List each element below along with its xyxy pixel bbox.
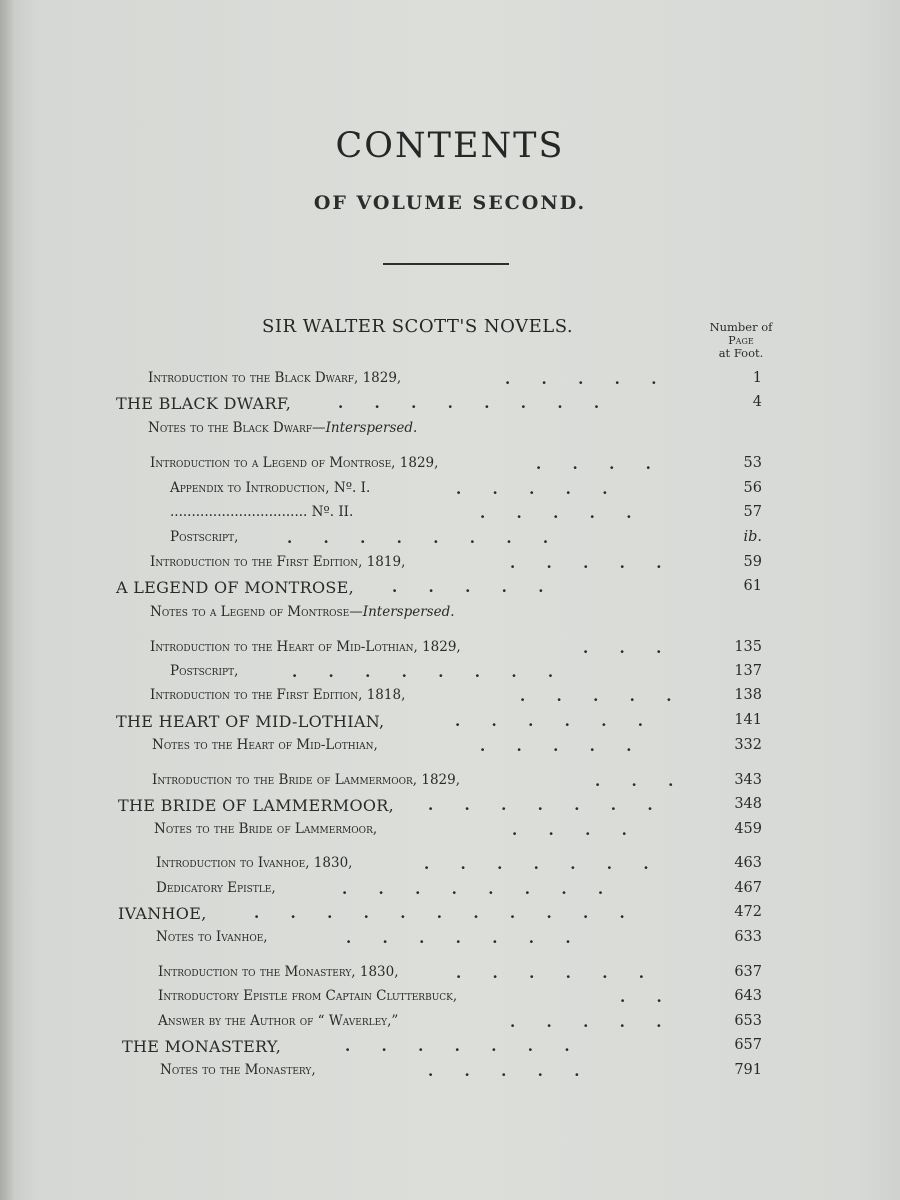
column-heading-line-2: Page — [728, 334, 754, 347]
leader-dots: . . . . . — [510, 1013, 662, 1031]
toc-entry — [0, 904, 900, 928]
leader-dots: . . . . . . . — [428, 796, 653, 814]
entry-page-number: 633 — [734, 929, 762, 945]
toc-entry — [0, 455, 900, 479]
leader-dots: . . . . . . . — [424, 855, 649, 873]
entry-page-number: 637 — [734, 964, 762, 980]
leader-dots: . . . . . — [392, 578, 544, 596]
leader-dots: . . . . . . . . — [292, 663, 554, 681]
entry-title: Notes to Ivanhoe, — [156, 929, 268, 945]
leader-dots: . . — [620, 988, 662, 1006]
entry-page-number: 138 — [734, 687, 762, 703]
section-heading: SIR WALTER SCOTT'S NOVELS. — [262, 316, 574, 337]
entry-title: Introduction to the First Edition, 1819, — [150, 554, 406, 570]
entry-page-number: 59 — [743, 554, 762, 570]
toc-entry — [0, 639, 900, 663]
toc-entry — [0, 663, 900, 687]
leader-dots: . . . . — [536, 455, 651, 473]
entry-page-number: 4 — [752, 394, 762, 410]
toc-entry — [0, 529, 900, 553]
entry-title: IVANHOE, — [118, 904, 207, 923]
entry-page-number: 57 — [743, 504, 762, 520]
entry-title: Dedicatory Epistle, — [156, 880, 276, 896]
leader-dots: . . . . . — [520, 687, 672, 705]
entry-title: Postscript, — [170, 529, 239, 545]
entry-title: Notes to the Bride of Lammermoor, — [154, 821, 378, 837]
entry-title: A LEGEND OF MONTROSE, — [116, 578, 354, 597]
toc-entry — [0, 988, 900, 1012]
leader-dots: . . . — [583, 639, 662, 657]
toc-entry — [0, 1037, 900, 1061]
toc-entry — [0, 1062, 900, 1086]
entry-page-number: 343 — [734, 772, 762, 788]
entry-page-number: 141 — [734, 712, 762, 728]
toc-entry — [0, 796, 900, 820]
leader-dots: . . . . . — [505, 370, 657, 388]
leader-dots: . . . . . . — [455, 712, 643, 730]
leader-dots: . . . . . . . . — [338, 394, 600, 412]
toc-entry — [0, 1013, 900, 1037]
toc-entry — [0, 578, 900, 602]
leader-dots: . . . . . . . — [345, 1037, 570, 1055]
entry-title: THE BLACK DWARF, — [116, 394, 292, 413]
entry-page-number: 332 — [734, 737, 762, 753]
entry-page-number: 643 — [734, 988, 762, 1004]
leader-dots: . . . . . — [510, 554, 662, 572]
entry-title: Introduction to the First Edition, 1818, — [150, 687, 406, 703]
toc-entry — [0, 929, 900, 953]
entry-title: Notes to a Legend of Montrose—Interspersed. — [150, 604, 455, 620]
entry-page-number: 137 — [734, 663, 762, 679]
entry-title: ................................ Nº. II. — [170, 504, 354, 520]
leader-dots: . . . . . . . . — [287, 529, 549, 547]
entry-title: Introduction to the Heart of Mid-Lothian, 1829, — [150, 639, 461, 655]
entry-page-number: 791 — [734, 1062, 762, 1078]
toc-entry — [0, 687, 900, 711]
toc-entry — [0, 821, 900, 845]
entry-title: THE BRIDE OF LAMMERMOOR, — [118, 796, 395, 815]
entry-page-number: 61 — [743, 578, 762, 594]
leader-dots: . . . . . — [480, 737, 632, 755]
toc-entry — [0, 420, 900, 444]
leader-dots: . . . . . . . — [346, 929, 571, 947]
toc-entry — [0, 504, 900, 528]
decorative-rule — [383, 263, 509, 265]
entry-page-number: 467 — [734, 880, 762, 896]
entry-title: Notes to the Monastery, — [160, 1062, 316, 1078]
toc-entry — [0, 480, 900, 504]
toc-entry — [0, 737, 900, 761]
entry-page-number: 472 — [734, 904, 762, 920]
entry-page-number: 1 — [752, 370, 762, 386]
leader-dots: . . . . — [512, 821, 627, 839]
toc-entry — [0, 712, 900, 736]
entry-title: Introduction to Ivanhoe, 1830, — [156, 855, 353, 871]
entry-title: Introduction to the Monastery, 1830, — [158, 964, 399, 980]
entry-title: THE HEART OF MID-LOTHIAN, — [116, 712, 385, 731]
page-title: CONTENTS — [335, 126, 565, 166]
entry-title: THE MONASTERY, — [122, 1037, 282, 1056]
page-column-heading — [700, 321, 782, 360]
entry-title: Appendix to Introduction, Nº. I. — [170, 480, 371, 496]
toc-entry — [0, 604, 900, 628]
entry-page-number: 653 — [734, 1013, 762, 1029]
leader-dots: . . . . . — [428, 1062, 580, 1080]
entry-title: Notes to the Heart of Mid-Lothian, — [152, 737, 378, 753]
entry-page-number: 348 — [734, 796, 762, 812]
entry-page-number: ib. — [743, 529, 762, 545]
leader-dots: . . . . . — [480, 504, 632, 522]
entry-title: Introduction to the Black Dwarf, 1829, — [148, 370, 402, 386]
toc-entry — [0, 855, 900, 879]
page-subtitle: OF VOLUME SECOND. — [313, 192, 587, 214]
entry-page-number: 657 — [734, 1037, 762, 1053]
entry-page-number: 56 — [743, 480, 762, 496]
entry-page-number: 135 — [734, 639, 762, 655]
entry-title: Introduction to a Legend of Montrose, 1829, — [150, 455, 439, 471]
toc-entry — [0, 772, 900, 796]
toc-entry — [0, 370, 900, 394]
entry-title: Introductory Epistle from Captain Clutterbuck, — [158, 988, 458, 1004]
entry-title: Postscript, — [170, 663, 239, 679]
leader-dots: . . . . . . — [456, 964, 644, 982]
entry-title: Introduction to the Bride of Lammermoor, 1829, — [152, 772, 461, 788]
leader-dots: . . . . . — [456, 480, 608, 498]
entry-title: Notes to the Black Dwarf—Interspersed. — [148, 420, 418, 436]
leader-dots: . . . — [595, 772, 674, 790]
leader-dots: . . . . . . . . . . . — [254, 904, 625, 922]
leader-dots: . . . . . . . . — [342, 880, 604, 898]
entry-page-number: 459 — [734, 821, 762, 837]
column-heading-line-3: at Foot. — [718, 346, 764, 360]
entry-title: Answer by the Author of “ Waverley,” — [158, 1013, 399, 1029]
toc-entry — [0, 880, 900, 904]
toc-entry — [0, 964, 900, 988]
entry-page-number: 463 — [734, 855, 762, 871]
column-heading-line-1: Number of — [709, 320, 773, 334]
toc-entry — [0, 554, 900, 578]
entry-page-number: 53 — [743, 455, 762, 471]
toc-entry — [0, 394, 900, 418]
